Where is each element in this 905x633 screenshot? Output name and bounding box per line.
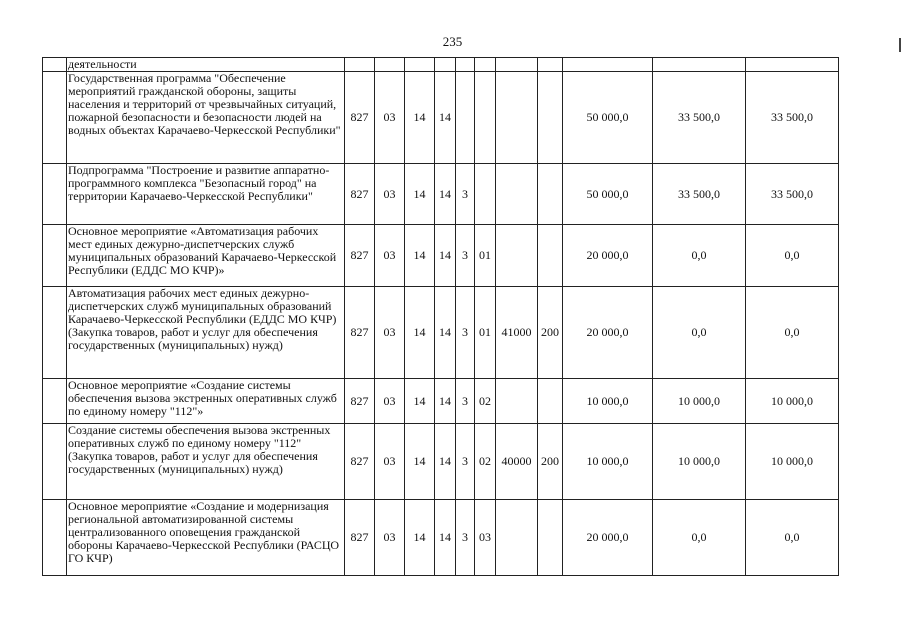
amount-year-3: 0,0 <box>746 500 839 576</box>
row-name: Основное мероприятие «Автоматизация рабочих мест единых дежурно-диспетчерских служб муниципальных образований Карачаево-Черкесской Республики (ЕДДС МО КЧР)» <box>67 225 345 287</box>
cell-measure: 01 <box>475 225 496 287</box>
amount-year-2: 10 000,0 <box>653 424 746 500</box>
cell-subprogram: 3 <box>456 500 475 576</box>
table-row <box>43 72 839 164</box>
amount-year-2: 0,0 <box>653 225 746 287</box>
cell-section: 03 <box>375 424 405 500</box>
cell-section <box>375 58 405 72</box>
cell-expense-type <box>538 225 563 287</box>
amount-year-2: 33 500,0 <box>653 72 746 164</box>
cell-measure: 02 <box>475 424 496 500</box>
amount-year-3: 0,0 <box>746 287 839 379</box>
cell-direction <box>496 164 538 225</box>
amount-year-3: 10 000,0 <box>746 379 839 424</box>
cell-subprogram: 3 <box>456 287 475 379</box>
blank-cell <box>43 58 67 72</box>
cell-expense-type <box>538 72 563 164</box>
cell-program: 14 <box>435 72 456 164</box>
amount-year-1: 20 000,0 <box>563 287 653 379</box>
cell-program <box>435 58 456 72</box>
cell-ministry: 827 <box>345 164 375 225</box>
cell-expense-type <box>538 164 563 225</box>
blank-cell <box>43 225 67 287</box>
cell-measure: 03 <box>475 500 496 576</box>
blank-cell <box>43 379 67 424</box>
cell-ministry: 827 <box>345 424 375 500</box>
cell-direction <box>496 225 538 287</box>
cell-program: 14 <box>435 225 456 287</box>
cell-expense-type: 200 <box>538 287 563 379</box>
amount-year-2: 0,0 <box>653 500 746 576</box>
cell-subprogram: 3 <box>456 424 475 500</box>
cell-measure <box>475 72 496 164</box>
cell-measure: 01 <box>475 287 496 379</box>
cell-expense-type: 200 <box>538 424 563 500</box>
cell-program: 14 <box>435 379 456 424</box>
cell-subprogram <box>456 72 475 164</box>
amount-year-1: 50 000,0 <box>563 164 653 225</box>
row-name: Основное мероприятие «Создание и модернизация региональной автоматизированной системы централизованного оповещения гражданской обороны Карачаево-Черкесской Республики (РАСЦО ГО КЧР) <box>67 500 345 576</box>
row-name: деятельности <box>67 58 345 72</box>
cell-ministry: 827 <box>345 379 375 424</box>
cell-expense-type <box>538 379 563 424</box>
cell-measure <box>475 164 496 225</box>
amount-year-1: 10 000,0 <box>563 424 653 500</box>
blank-cell <box>43 72 67 164</box>
cell-subsection: 14 <box>405 164 435 225</box>
cell-ministry: 827 <box>345 287 375 379</box>
cell-direction: 41000 <box>496 287 538 379</box>
table-row <box>43 287 839 379</box>
row-name: Основное мероприятие «Создание системы обеспечения вызова экстренных оперативных служб по единому номеру "112"» <box>67 379 345 424</box>
cell-direction <box>496 379 538 424</box>
cell-ministry: 827 <box>345 500 375 576</box>
cell-subprogram: 3 <box>456 164 475 225</box>
amount-year-1 <box>563 58 653 72</box>
blank-cell <box>43 164 67 225</box>
table-row <box>43 424 839 500</box>
amount-year-1: 20 000,0 <box>563 225 653 287</box>
cell-subsection: 14 <box>405 500 435 576</box>
amount-year-1: 50 000,0 <box>563 72 653 164</box>
table-row <box>43 379 839 424</box>
cell-expense-type <box>538 500 563 576</box>
table-row <box>43 58 839 72</box>
cell-program: 14 <box>435 424 456 500</box>
table-row <box>43 225 839 287</box>
page-number: 235 <box>442 34 463 49</box>
cell-direction: 40000 <box>496 424 538 500</box>
amount-year-2: 0,0 <box>653 287 746 379</box>
page-edge-mark <box>899 38 901 52</box>
cell-subsection: 14 <box>405 379 435 424</box>
amount-year-2: 33 500,0 <box>653 164 746 225</box>
amount-year-3: 0,0 <box>746 225 839 287</box>
cell-expense-type <box>538 58 563 72</box>
cell-section: 03 <box>375 379 405 424</box>
cell-direction <box>496 500 538 576</box>
row-name: Создание системы обеспечения вызова экстренных оперативных служб по единому номеру "112" (Закупка товаров, работ и услуг для обеспечения государственных (муниципальных) нужд) <box>67 424 345 500</box>
row-name: Государственная программа "Обеспечение мероприятий гражданской обороны, защиты населения и территорий от чрезвычайных ситуаций, пожарной безопасности и безопасности людей на водных объектах Карачаево-Черкесской Республики" <box>67 72 345 164</box>
cell-ministry: 827 <box>345 72 375 164</box>
cell-program: 14 <box>435 164 456 225</box>
blank-cell <box>43 287 67 379</box>
cell-subprogram: 3 <box>456 379 475 424</box>
amount-year-3 <box>746 58 839 72</box>
amount-year-2 <box>653 58 746 72</box>
cell-subsection: 14 <box>405 225 435 287</box>
table-row <box>43 500 839 576</box>
cell-ministry: 827 <box>345 225 375 287</box>
amount-year-2: 10 000,0 <box>653 379 746 424</box>
cell-direction <box>496 58 538 72</box>
amount-year-1: 20 000,0 <box>563 500 653 576</box>
row-name: Автоматизация рабочих мест единых дежурно-диспетчерских служб муниципальных образований Карачаево-Черкесской Республики (ЕДДС МО КЧР) (Закупка товаров, работ и услуг для обеспечения государственных (муниципальных) нужд) <box>67 287 345 379</box>
amount-year-1: 10 000,0 <box>563 379 653 424</box>
amount-year-3: 10 000,0 <box>746 424 839 500</box>
cell-subsection: 14 <box>405 424 435 500</box>
cell-subprogram <box>456 58 475 72</box>
cell-ministry <box>345 58 375 72</box>
cell-subsection: 14 <box>405 287 435 379</box>
amount-year-3: 33 500,0 <box>746 72 839 164</box>
cell-program: 14 <box>435 287 456 379</box>
row-name: Подпрограмма "Построение и развитие аппаратно-программного комплекса "Безопасный город" на территории Карачаево-Черкесской Республики" <box>67 164 345 225</box>
cell-subsection <box>405 58 435 72</box>
cell-program: 14 <box>435 500 456 576</box>
cell-section: 03 <box>375 500 405 576</box>
cell-measure: 02 <box>475 379 496 424</box>
table-row <box>43 164 839 225</box>
cell-subsection: 14 <box>405 72 435 164</box>
cell-subprogram: 3 <box>456 225 475 287</box>
cell-section: 03 <box>375 164 405 225</box>
cell-section: 03 <box>375 287 405 379</box>
amount-year-3: 33 500,0 <box>746 164 839 225</box>
blank-cell <box>43 500 67 576</box>
cell-section: 03 <box>375 72 405 164</box>
budget-table <box>42 57 839 576</box>
blank-cell <box>43 424 67 500</box>
cell-direction <box>496 72 538 164</box>
cell-measure <box>475 58 496 72</box>
cell-section: 03 <box>375 225 405 287</box>
